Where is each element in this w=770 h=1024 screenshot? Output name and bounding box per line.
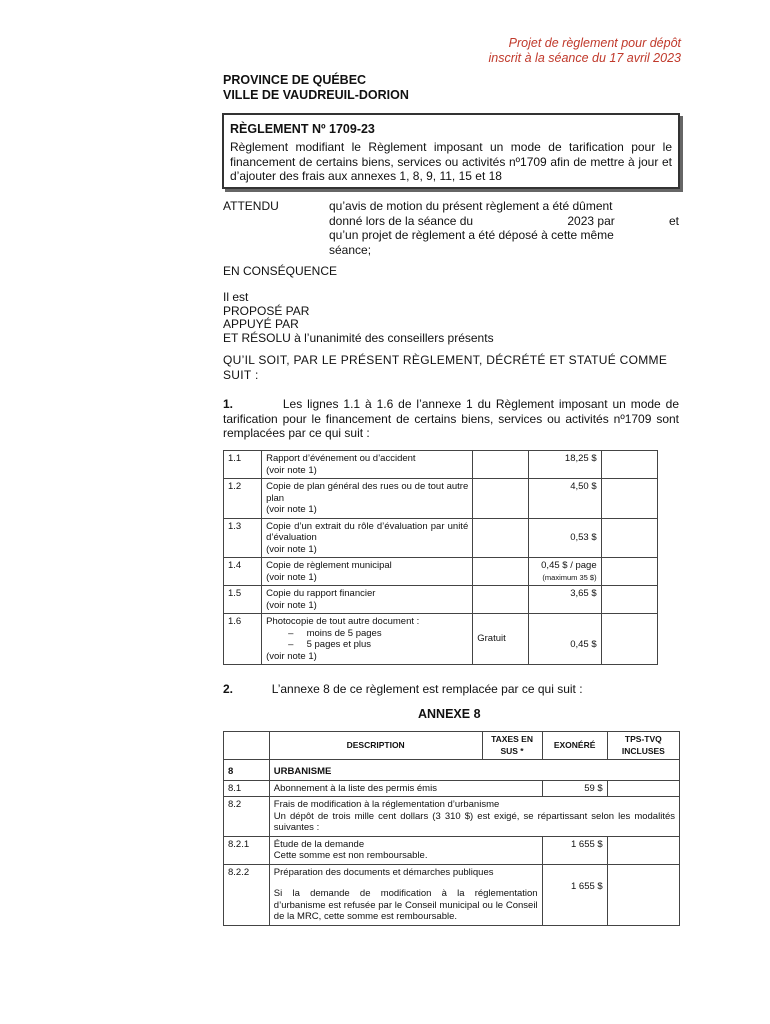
row-price: 3,65 $ [529, 586, 601, 614]
row-desc [269, 797, 679, 837]
row-blank [601, 479, 657, 519]
attendu-line2 [329, 214, 679, 229]
attendu-line1: qu’avis de motion du présent règlement a été dûment [329, 199, 613, 213]
table-row [224, 780, 680, 797]
row-desc-text: Si la demande de modification à la réglementation d’urbanisme est refusée par le Conseil municipal ou le Conseil de la MRC, cette somme est remboursable. [273, 888, 538, 922]
section1-text: Les lignes 1.1 à 1.6 de l’annexe 1 du Règlement imposant un mode de tarification pour le financement de certains biens, services ou activités nº1709 sont remplacées par ce qui suit : [223, 397, 679, 440]
row-price-value: 0,45 $ / page [541, 560, 597, 571]
header-num [224, 732, 270, 760]
section1 [223, 397, 679, 441]
row-desc [262, 558, 473, 586]
draft-note-line2: inscrit à la séance du 17 avril 2023 [488, 51, 681, 65]
section2 [223, 682, 583, 697]
attendu-line3: qu’un projet de règlement a été déposé à cette même [329, 228, 614, 242]
row-desc-text: Cette somme est non remboursable. [273, 850, 428, 861]
row-num: 8.2.1 [224, 836, 270, 864]
table-row [224, 479, 658, 519]
table-row [224, 614, 658, 665]
section2-number: 2. [223, 682, 234, 696]
table-row [224, 797, 680, 837]
attendu-text [329, 199, 679, 257]
row-num: 8 [224, 760, 270, 781]
resolution-line4: ET RÉSOLU à l’unanimité des conseillers présents [223, 330, 494, 345]
row-free [473, 479, 529, 519]
row-num: 1.2 [224, 479, 262, 519]
row-price-sub: (maximum 35 $) [542, 572, 597, 582]
row-price: 1 655 $ [542, 864, 607, 925]
table-row [224, 760, 680, 781]
attendu-line2-a: donné lors de la séance du [329, 213, 474, 228]
row-price: 1 655 $ [542, 836, 607, 864]
row-desc-text: Copie d’un extrait du rôle d’évaluation par unité d’évaluation [266, 520, 469, 543]
draft-note-line1: Projet de règlement pour dépôt [508, 36, 681, 50]
resolution-line2: PROPOSÉ PAR [223, 303, 310, 318]
reglement-title: RÈGLEMENT Nº 1709-23 [230, 122, 375, 136]
row-note: (voir note 1) [266, 543, 317, 555]
statement: QU’IL SOIT, PAR LE PRÉSENT RÈGLEMENT, DÉCRÉTÉ ET STATUÉ COMME SUIT : [223, 353, 668, 382]
row-desc-text: Un dépôt de trois mille cent dollars (3 310 $) est exigé, se répartissant selon les modalités suivantes : [273, 810, 675, 833]
row-blank [607, 780, 679, 797]
row-price: 0,53 $ [529, 518, 601, 558]
row-price: 4,50 $ [529, 479, 601, 519]
row-blank [601, 586, 657, 614]
table-row [224, 836, 680, 864]
attendu-label: ATTENDU [223, 199, 279, 213]
row-price [529, 558, 601, 586]
row-free [473, 518, 529, 558]
row-note: (voir note 1) [266, 650, 317, 662]
header-taxes: TAXES EN SUS * [482, 732, 542, 760]
table-row [224, 864, 680, 925]
row-blank [601, 614, 657, 665]
table-row [224, 586, 658, 614]
row-desc: Abonnement à la liste des permis émis [269, 780, 542, 797]
resolution-line3: APPUYÉ PAR [223, 317, 299, 331]
row-price: 0,45 $ [529, 614, 601, 665]
section2-text: L’annexe 8 de ce règlement est remplacée par ce qui suit : [271, 682, 583, 696]
row-desc [262, 614, 473, 665]
resolution-block [223, 291, 494, 345]
header-description: DESCRIPTION [269, 732, 482, 760]
row-free: Gratuit [473, 614, 529, 665]
row-num: 1.1 [224, 451, 262, 479]
reglement-box [222, 113, 680, 189]
annexe1-table [223, 450, 658, 665]
row-sub2: 5 pages et plus [306, 639, 372, 650]
table-row [224, 451, 658, 479]
reglement-description: Règlement modifiant le Règlement imposant un mode de tarification pour le financement de certains biens, services ou activités nº1709 afin de mettre à jour et d’ajouter des frais aux annexes 1, 8, 9, 11, 15 et 18 [230, 140, 672, 183]
row-note: (voir note 1) [266, 504, 317, 515]
header-exonere: EXONÉRÉ [542, 732, 607, 760]
resolution-line1: Il est [223, 290, 249, 304]
row-desc [269, 836, 542, 864]
row-desc-title: Étude de la demande [273, 838, 365, 850]
table-header-row [224, 732, 680, 760]
table-row [224, 518, 658, 558]
row-sub1: moins de 5 pages [306, 627, 382, 639]
row-free [473, 558, 529, 586]
row-desc-text: Copie de règlement municipal [266, 560, 392, 571]
row-note: (voir note 1) [266, 599, 317, 611]
province-line: PROVINCE DE QUÉBEC [223, 73, 367, 87]
row-num: 1.5 [224, 586, 262, 614]
header-tps: TPS-TVQ INCLUSES [607, 732, 679, 760]
annexe8-table [223, 731, 680, 926]
row-num: 1.6 [224, 614, 262, 665]
attendu-line2-c: et [668, 213, 679, 228]
row-price: 18,25 $ [529, 451, 601, 479]
row-desc [262, 518, 473, 558]
row-blank [607, 836, 679, 864]
row-desc-title: Frais de modification à la réglementation d’urbanisme [273, 799, 500, 810]
row-blank [607, 864, 679, 925]
row-desc [269, 864, 542, 925]
table-row [224, 558, 658, 586]
row-desc-text: Copie de plan général des rues ou de tout autre plan [266, 481, 469, 504]
row-num: 1.4 [224, 558, 262, 586]
row-sub-item: – moins de 5 pages [288, 627, 382, 639]
consequence-heading: EN CONSÉQUENCE [223, 264, 338, 278]
row-num: 8.2 [224, 797, 270, 837]
row-num: 8.2.2 [224, 864, 270, 925]
draft-note [489, 36, 681, 66]
attendu-line4: séance; [329, 242, 372, 257]
row-num: 8.1 [224, 780, 270, 797]
row-desc [262, 479, 473, 519]
annexe8-title: ANNEXE 8 [418, 707, 481, 721]
row-price: 59 $ [542, 780, 607, 797]
row-desc [262, 586, 473, 614]
row-desc-text: Rapport d’événement ou d’accident [266, 453, 416, 464]
province-header [223, 73, 409, 103]
section1-number: 1. [223, 397, 234, 411]
row-free [473, 451, 529, 479]
row-desc-text: Photocopie de tout autre document : [266, 616, 420, 627]
row-blank [601, 451, 657, 479]
row-sub-item: – 5 pages et plus [288, 639, 372, 650]
attendu-line2-b: 2023 par [567, 213, 615, 228]
row-blank [601, 558, 657, 586]
row-desc [262, 451, 473, 479]
row-blank [601, 518, 657, 558]
section-label: URBANISME [269, 760, 679, 781]
row-desc-title: Préparation des documents et démarches publiques [273, 866, 494, 878]
row-num: 1.3 [224, 518, 262, 558]
row-note: (voir note 1) [266, 464, 317, 476]
row-desc-text: Copie du rapport financier [266, 588, 376, 599]
row-free [473, 586, 529, 614]
row-note: (voir note 1) [266, 571, 317, 583]
city-line: VILLE DE VAUDREUIL-DORION [223, 88, 409, 102]
